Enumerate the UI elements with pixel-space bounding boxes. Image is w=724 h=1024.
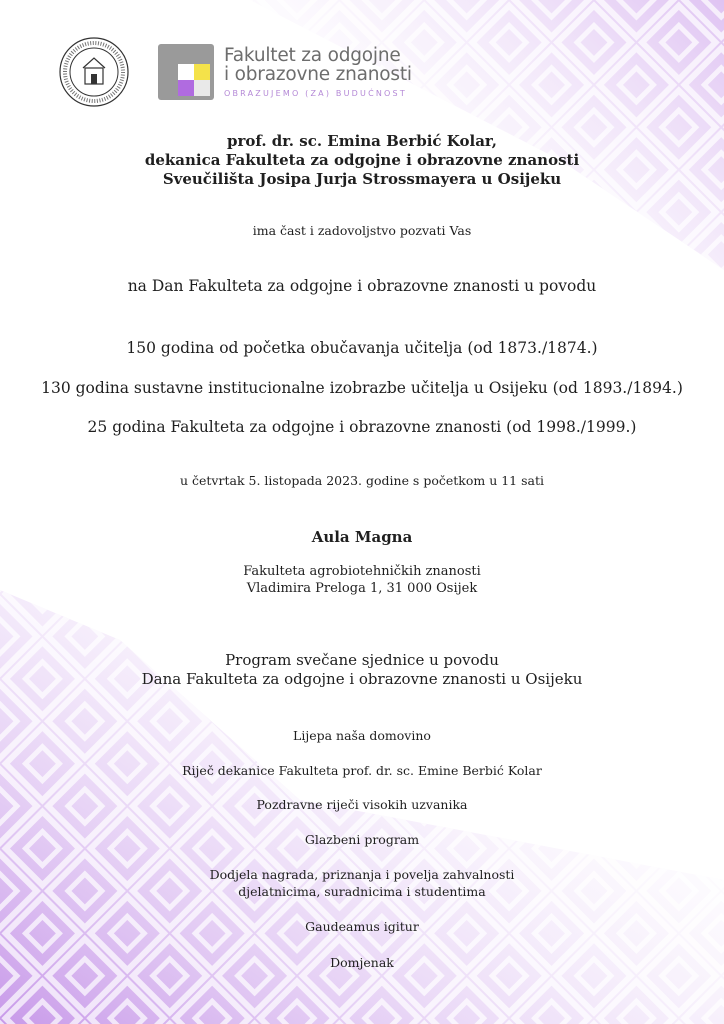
program-item: Gaudeamus igitur xyxy=(305,919,419,934)
logo-line-1: Fakultet za odgojne xyxy=(224,45,401,66)
invite-text: ima čast i zadovoljstvo pozvati Vas xyxy=(252,223,472,238)
program-item: djelatnicima, suradnicima i studentima xyxy=(238,884,486,899)
event-datetime: u četvrtak 5. listopada 2023. godine s početkom u 11 sati xyxy=(179,473,544,488)
faculty-logo-text xyxy=(224,46,412,98)
host-role: dekanica Fakulteta za odgojne i obrazovne znanosti xyxy=(144,151,580,169)
host-university: Sveučilišta Josipa Jurja Strossmayera u Osijeku xyxy=(162,170,562,188)
program-title-2: Dana Fakulteta za odgojne i obrazovne znanosti u Osijeku xyxy=(141,670,583,688)
logo-line-2: i obrazovne znanosti xyxy=(224,64,412,85)
program-item: Dodjela nagrada, priznanja i povelja zahvalnosti xyxy=(209,867,515,882)
venue-name: Aula Magna xyxy=(311,528,413,546)
program-title-1: Program svečane sjednice u povodu xyxy=(225,651,499,669)
anniversary-2: 130 godina sustavne institucionalne izobrazbe učitelja u Osijeku (od 1893./1894.) xyxy=(41,379,683,397)
program-item: Pozdravne riječi visokih uzvanika xyxy=(256,797,468,812)
program-item: Lijepa naša domovino xyxy=(293,728,431,743)
logo-tagline: OBRAZUJEMO (ZA) BUDUĆNOST xyxy=(224,89,407,98)
university-seal-icon xyxy=(58,36,130,108)
program-item: Glazbeni program xyxy=(304,832,420,847)
venue-address-1: Fakulteta agrobiotehničkih znanosti xyxy=(243,564,481,579)
host-name: prof. dr. sc. Emina Berbić Kolar, xyxy=(227,132,497,150)
event-title: na Dan Fakulteta za odgojne i obrazovne znanosti u povodu xyxy=(127,277,597,295)
program-item: Riječ dekanice Fakulteta prof. dr. sc. Emine Berbić Kolar xyxy=(182,763,542,778)
anniversary-1: 150 godina od početka obučavanja učitelja (od 1873./1874.) xyxy=(126,339,598,357)
program-item: Domjenak xyxy=(330,955,394,970)
anniversary-3: 25 godina Fakulteta za odgojne i obrazovne znanosti (od 1998./1999.) xyxy=(87,418,637,436)
faculty-logo-icon xyxy=(158,44,214,100)
venue-address-2: Vladimira Preloga 1, 31 000 Osijek xyxy=(246,581,478,596)
